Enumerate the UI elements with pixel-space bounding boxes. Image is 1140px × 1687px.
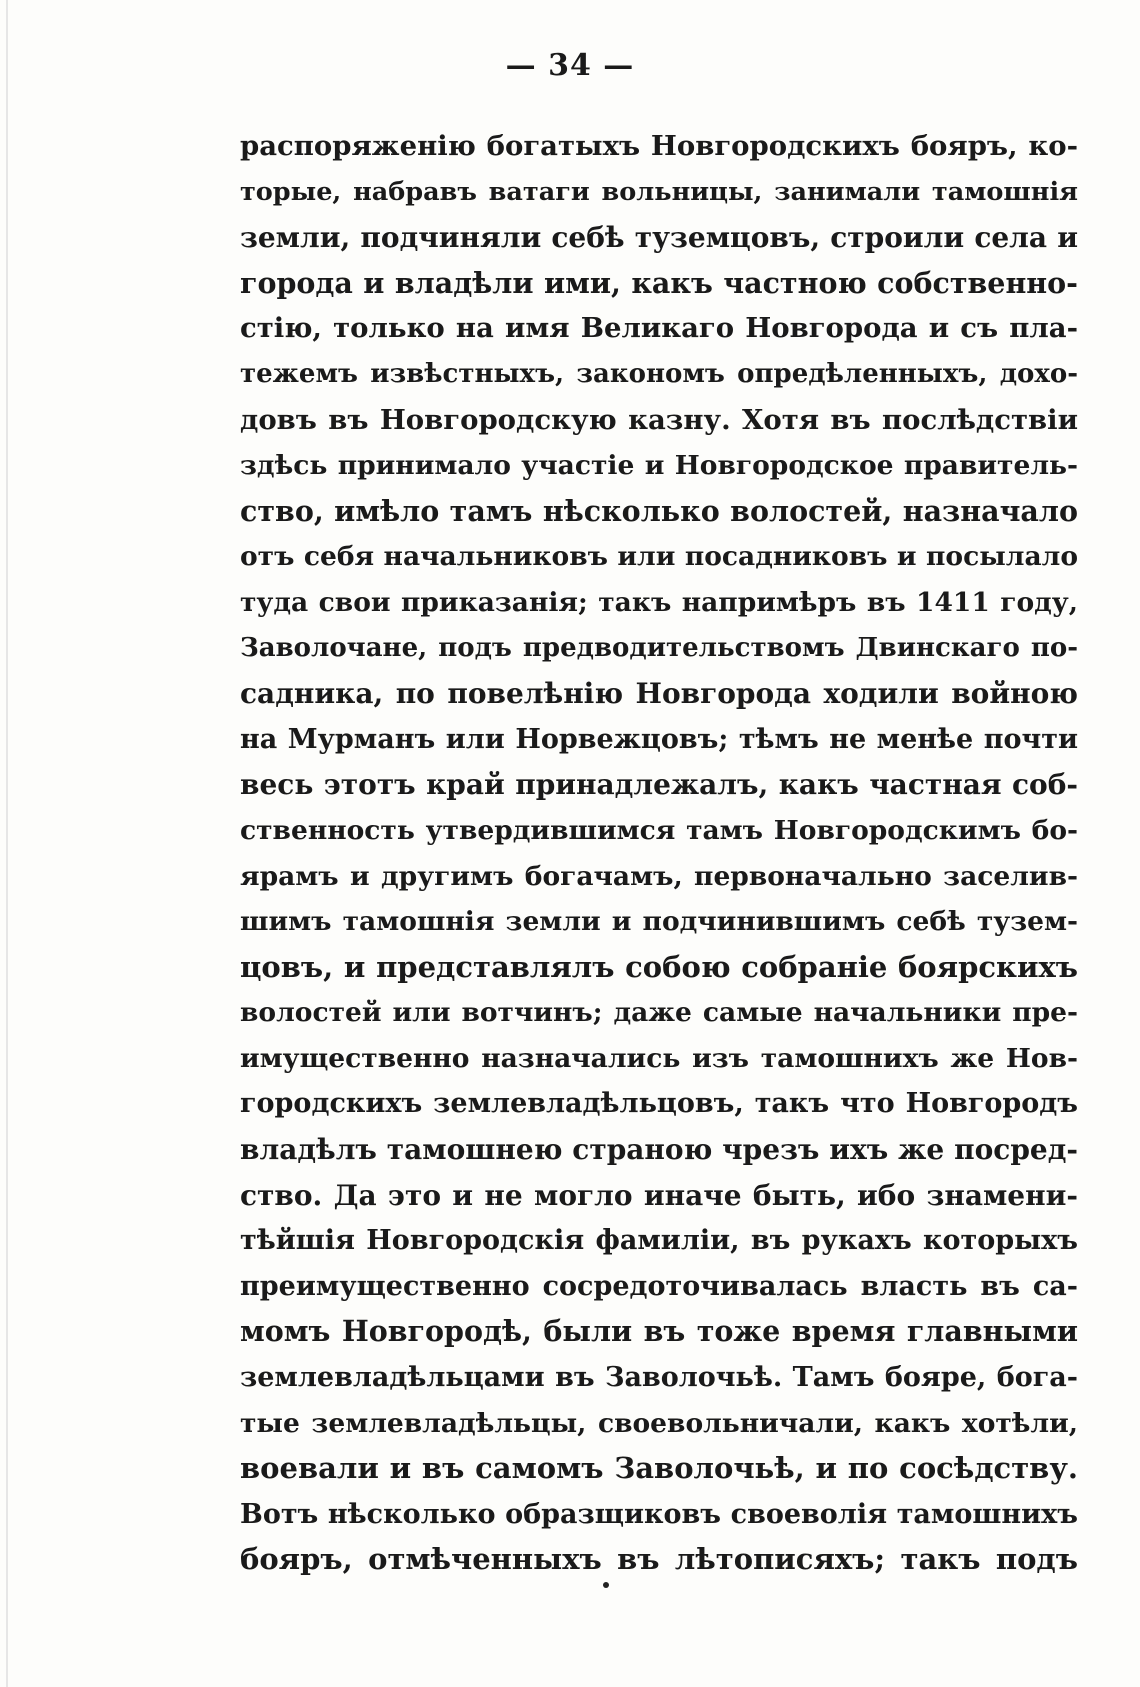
text-line: на Мурманъ или Норвежцовъ; тѣмъ не менѣе почти (240, 723, 1078, 755)
ink-speck (603, 1582, 609, 1588)
text-line: Заволочане, подъ предводительствомъ Двинскаго по- (240, 632, 1078, 663)
text-line: преимущественно сосредоточивалась власть въ са- (240, 1270, 1078, 1302)
text-line: Вотъ нѣсколько образщиковъ своеволія тамошнихъ (240, 1498, 1078, 1530)
text-line: ярамъ и другимъ богачамъ, первоначально заселив- (240, 860, 1078, 892)
text-line: цовъ, и представлялъ собою собраніе боярскихъ (240, 949, 1078, 984)
text-line: владѣлъ тамошнею страною чрезъ ихъ же посред- (240, 1133, 1078, 1167)
text-line: бояръ, отмѣченныхъ въ лѣтописяхъ; такъ подъ (240, 1542, 1078, 1577)
text-line: тые землевладѣльцы, своевольничали, какъ хотѣли, (240, 1407, 1078, 1439)
text-line: распоряженію богатыхъ Новгородскихъ бояръ, ко- (240, 130, 1078, 162)
text-line: отъ себя начальниковъ или посадниковъ и посылало (240, 541, 1078, 573)
text-line: торые, набравъ ватаги вольницы, занимали тамошнія (240, 176, 1078, 207)
page-edge-shadow (6, 0, 8, 1687)
text-line: шимъ тамошнія земли и подчинившимъ себѣ тузем- (240, 906, 1078, 938)
text-line: садника, по повелѣнію Новгорода ходили войною (240, 677, 1078, 711)
text-line: весь этотъ край принадлежалъ, какъ частная соб- (240, 768, 1078, 802)
text-line: города и владѣли ими, какъ частною собственно- (240, 265, 1078, 300)
text-line: ство, имѣло тамъ нѣсколько волостей, назначало (240, 493, 1078, 528)
text-line: волостей или вотчинъ; даже самые начальники пре- (240, 997, 1078, 1029)
text-line: стію, только на имя Великаго Новгорода и съ пла- (240, 312, 1078, 345)
text-line: ство. Да это и не могло иначе быть, ибо знамени- (240, 1178, 1078, 1212)
text-line: землевладѣльцами въ Заволочьѣ. Тамъ бояре, бога- (240, 1362, 1078, 1394)
text-line: здѣсь принимало участіе и Новгородское правитель- (240, 450, 1078, 482)
text-line: городскихъ землевладѣльцовъ, такъ что Новгородъ (240, 1088, 1078, 1120)
text-line: воевали и въ самомъ Заволочьѣ, и по сосѣдству. (240, 1451, 1078, 1486)
text-line: имущественно назначались изъ тамошнихъ же Нов- (240, 1042, 1078, 1074)
text-line: туда свои приказанія; такъ напримѣръ въ 1411 году, (240, 586, 1078, 618)
body-text (240, 124, 1078, 1583)
text-line: момъ Новгородѣ, были въ тоже время главными (240, 1314, 1078, 1349)
text-line: тѣйшія Новгородскія фамиліи, въ рукахъ которыхъ (240, 1225, 1078, 1257)
text-line: довъ въ Новгородскую казну. Хотя въ послѣдствіи (240, 403, 1078, 436)
page-number: — 34 — (505, 48, 635, 83)
text-line: земли, подчиняли себѣ туземцовъ, строили села и (240, 221, 1078, 255)
text-line: тежемъ извѣстныхъ, закономъ опредѣленныхъ, дохо- (240, 358, 1078, 389)
text-line: ственность утвердившимся тамъ Новгородскимъ бо- (240, 814, 1078, 846)
